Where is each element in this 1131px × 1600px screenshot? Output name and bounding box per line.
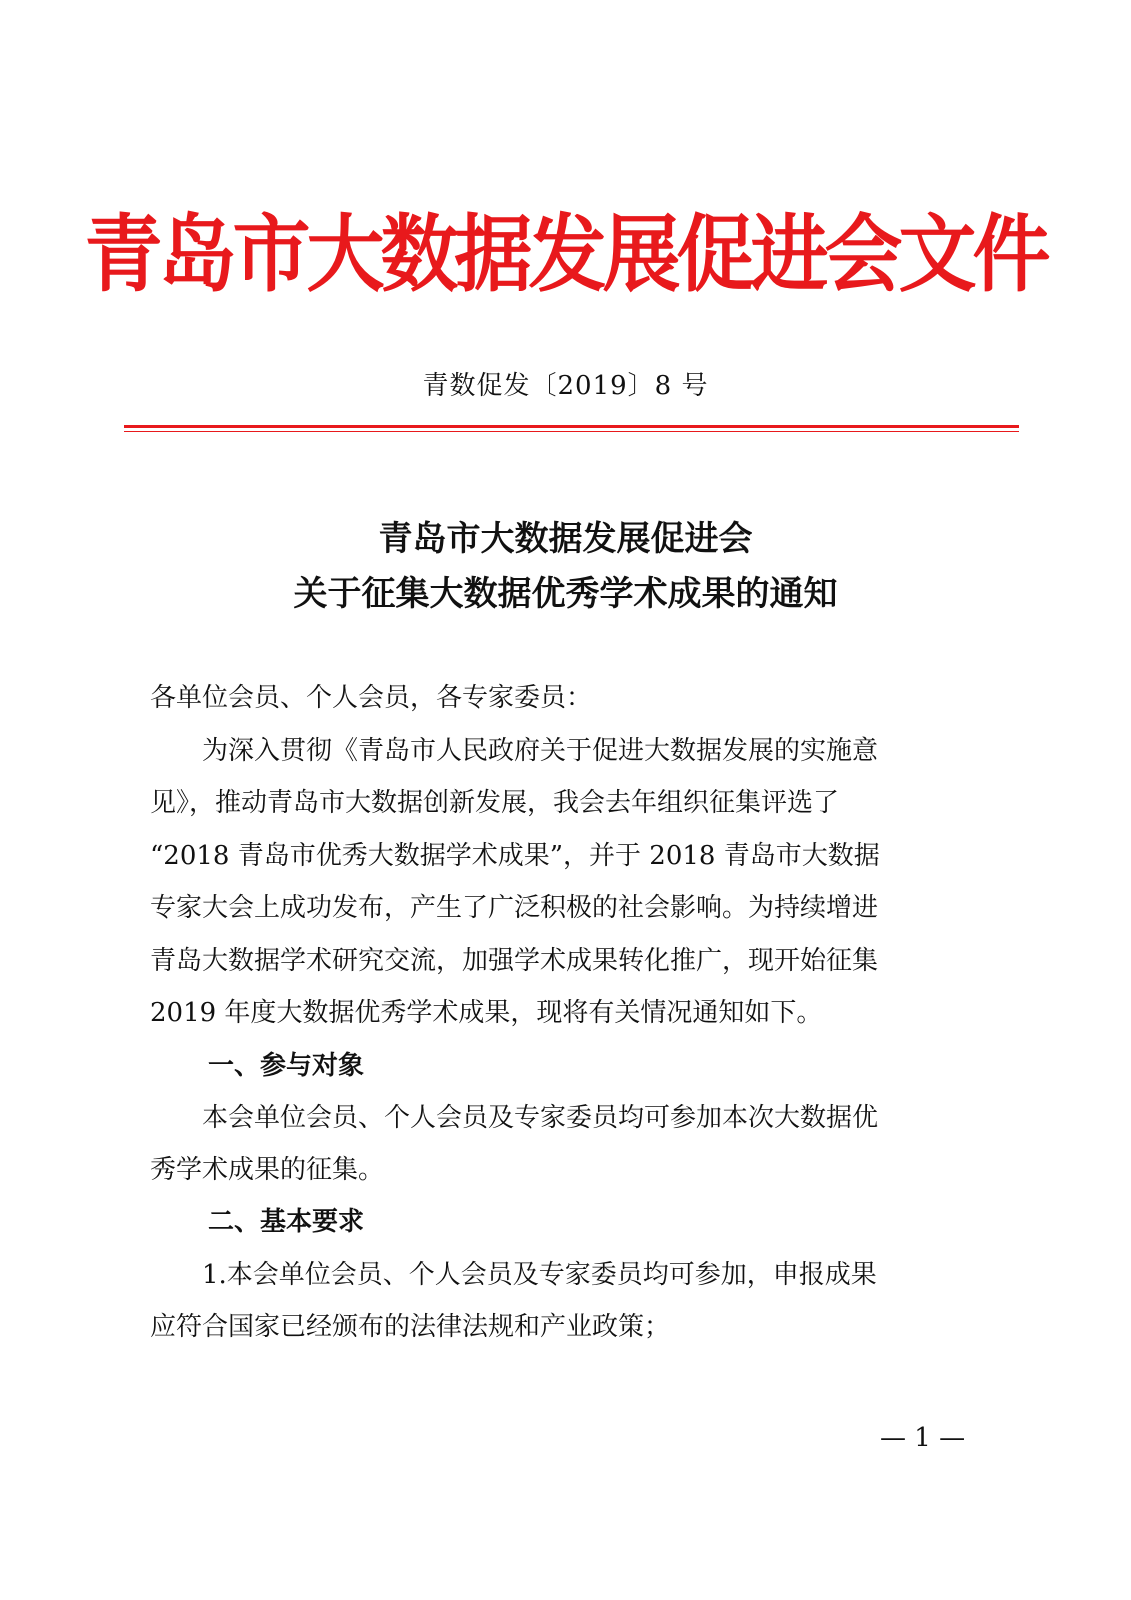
- intro-line: 青岛大数据学术研究交流，加强学术成果转化推广，现开始征集: [150, 946, 879, 976]
- intro-line: “2018 青岛市优秀大数据学术成果”，并于 2018 青岛市大数据: [150, 841, 880, 871]
- masthead-title: 青岛市大数据发展促进会文件: [84, 205, 1047, 304]
- intro-line: 专家大会上成功发布，产生了广泛积极的社会影响。为持续增进: [150, 893, 879, 923]
- section2-line: 应符合国家已经颁布的法律法规和产业政策；: [150, 1312, 671, 1342]
- section-heading-requirements: 二、基本要求: [208, 1207, 365, 1237]
- notice-title-line-1: 青岛市大数据发展促进会: [378, 519, 753, 559]
- page-number: — 1 —: [880, 1423, 966, 1453]
- section-heading-participants: 一、参与对象: [208, 1051, 365, 1081]
- document-number: 青数促发〔2019〕8 号: [422, 371, 709, 401]
- red-rule-thick: [124, 425, 1019, 428]
- intro-line: 2019 年度大数据优秀学术成果，现将有关情况通知如下。: [150, 998, 823, 1028]
- red-rule-thin: [124, 431, 1019, 432]
- notice-title-line-2: 关于征集大数据优秀学术成果的通知: [293, 574, 838, 614]
- section2-line: 1.本会单位会员、个人会员及专家委员均可参加，申报成果: [150, 1260, 877, 1290]
- section1-line: 本会单位会员、个人会员及专家委员均可参加本次大数据优: [150, 1103, 879, 1133]
- section1-line: 秀学术成果的征集。: [150, 1155, 385, 1185]
- salutation: 各单位会员、个人会员，各专家委员：: [150, 683, 593, 713]
- intro-line: 为深入贯彻《青岛市人民政府关于促进大数据发展的实施意: [150, 736, 879, 766]
- intro-line: 见》，推动青岛市大数据创新发展，我会去年组织征集评选了: [150, 788, 840, 818]
